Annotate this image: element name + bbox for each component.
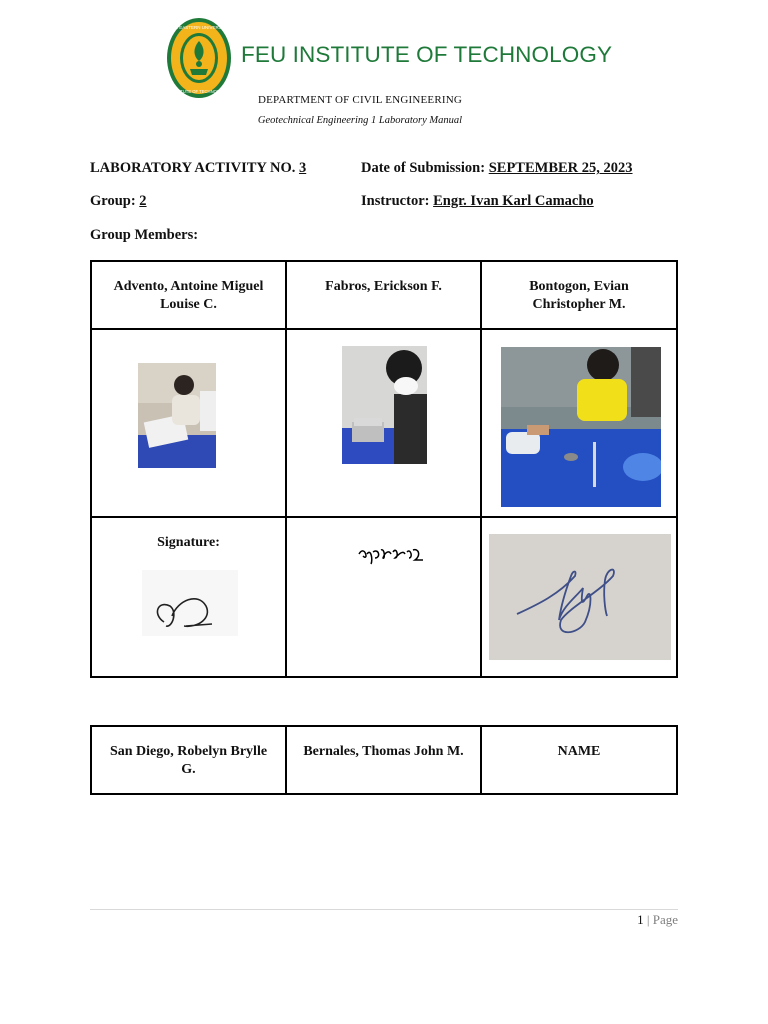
member-name: San Diego, Robelyn Brylle G. xyxy=(109,744,268,777)
signature-label: Signature: xyxy=(157,535,220,550)
member-name-cell xyxy=(481,726,677,794)
group-line xyxy=(90,193,147,210)
member-name-cell xyxy=(286,261,481,329)
member-name-cell xyxy=(91,261,286,329)
table-row xyxy=(91,726,677,794)
department-name: DEPARTMENT OF CIVIL ENGINEERING xyxy=(257,94,463,106)
document-header xyxy=(0,0,768,140)
page-separator: | xyxy=(646,912,650,927)
signature-cell xyxy=(286,517,481,677)
page-number xyxy=(637,912,678,928)
member-photo-cell xyxy=(481,329,677,517)
group-number: 2 xyxy=(139,193,147,209)
seal-text-top: FAR EASTERN UNIVERSITY xyxy=(169,25,229,30)
instructor-line xyxy=(361,193,594,210)
signature-image xyxy=(489,534,671,660)
member-photo xyxy=(501,347,661,507)
submission-date: SEPTEMBER 25, 2023 xyxy=(488,160,633,176)
member-name-cell xyxy=(286,726,481,794)
table-row xyxy=(91,261,677,329)
signature-cell xyxy=(481,517,677,677)
signature-image xyxy=(355,536,425,568)
member-photo xyxy=(342,346,427,464)
submission-date-line xyxy=(361,160,633,177)
table-row xyxy=(91,329,677,517)
manual-title: Geotechnical Engineering 1 Laboratory Manual xyxy=(257,115,463,126)
group-members-table xyxy=(90,260,678,678)
group-members-label: Group Members: xyxy=(90,227,199,243)
institution-seal-logo xyxy=(166,17,232,99)
member-photo-cell xyxy=(91,329,286,517)
group-label: Group: xyxy=(90,193,136,209)
member-name: NAME xyxy=(557,744,601,759)
activity-label: LABORATORY ACTIVITY NO. xyxy=(90,160,296,176)
page-number-value: 1 xyxy=(637,912,644,927)
signature-image xyxy=(142,570,238,636)
member-name: Advento, Antoine Miguel Louise C. xyxy=(113,279,264,312)
member-name-cell xyxy=(481,261,677,329)
table-row xyxy=(91,517,677,677)
member-name-cell xyxy=(91,726,286,794)
institution-name: FEU INSTITUTE OF TECHNOLOGY xyxy=(241,42,613,67)
instructor-name: Engr. Ivan Karl Camacho xyxy=(433,193,594,209)
additional-members-table xyxy=(90,725,678,795)
submission-label: Date of Submission: xyxy=(361,160,486,176)
seal-text-bottom: INSTITUTE OF TECHNOLOGY xyxy=(169,89,229,94)
page-word: Page xyxy=(652,912,678,927)
member-photo-cell xyxy=(286,329,481,517)
footer-divider xyxy=(90,909,678,910)
activity-number: 3 xyxy=(298,160,307,176)
member-name: Bontogon, Evian Christopher M. xyxy=(529,279,629,312)
instructor-label: Instructor: xyxy=(361,193,430,209)
signature-cell xyxy=(91,517,286,677)
member-photo xyxy=(138,363,216,468)
activity-number-line xyxy=(90,160,306,177)
member-name: Fabros, Erickson F. xyxy=(325,279,442,294)
member-name: Bernales, Thomas John M. xyxy=(303,744,464,759)
